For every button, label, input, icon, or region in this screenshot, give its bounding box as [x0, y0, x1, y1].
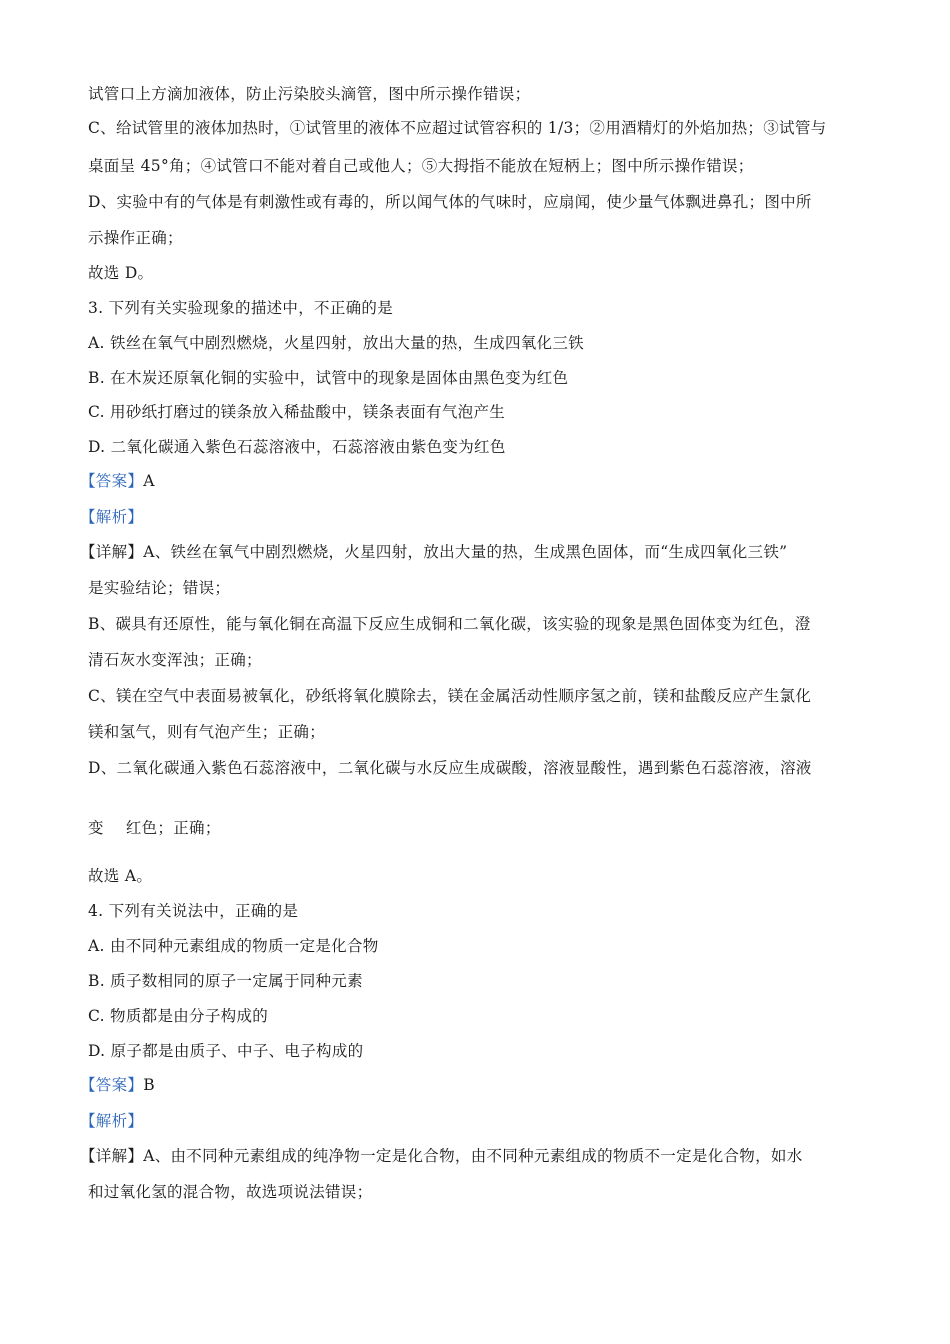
question-3-stem: 3. 下列有关实验现象的描述中，不正确的是: [88, 299, 394, 317]
question-4-option-b: B. 质子数相同的原子一定属于同种元素: [88, 972, 363, 990]
question-3-answer: [80, 471, 155, 491]
detail-tag: 【详解】: [80, 1147, 144, 1165]
question-3-detail-line: C、镁在空气中表面易被氧化，砂纸将氧化膜除去，镁在金属活动性顺序氢之前，镁和盐酸反应产生氯化: [88, 687, 812, 705]
question-4-option-c: C. 物质都是由分子构成的: [88, 1007, 269, 1025]
text-line: 故选 D。: [88, 264, 154, 282]
answer-tag: 【答案】: [80, 472, 144, 490]
text-line: D、实验中有的气体是有刺激性或有毒的，所以闻气体的气味时，应扇闻，使少量气体飘进鼻孔；图中所: [88, 193, 812, 211]
question-4-stem: 4. 下列有关说法中，正确的是: [88, 902, 299, 920]
question-4-option-a: A. 由不同种元素组成的物质一定是化合物: [88, 937, 379, 955]
detail-tag: 【详解】: [80, 543, 144, 561]
question-3-conclusion: 故选 A。: [88, 867, 153, 885]
question-3-option-a: A. 铁丝在氧气中剧烈燃烧，火星四射，放出大量的热，生成四氧化三铁: [88, 334, 584, 352]
question-3-detail-line: D、二氧化碳通入紫色石蕊溶液中，二氧化碳与水反应生成碳酸，溶液显酸性，遇到紫色石蕊溶液，溶液: [88, 759, 812, 777]
question-3-option-c: C. 用砂纸打磨过的镁条放入稀盐酸中，镁条表面有气泡产生: [88, 403, 506, 421]
question-3-option-b: B. 在木炭还原氧化铜的实验中，试管中的现象是固体由黑色变为红色: [88, 369, 569, 387]
question-4-answer: [80, 1075, 155, 1095]
question-3-detail-line: 镁和氢气，则有气泡产生；正确；: [88, 723, 326, 741]
question-4-detail-line: 和过氧化氢的混合物，故选项说法错误；: [88, 1183, 373, 1201]
answer-tag: 【答案】: [80, 1076, 144, 1094]
text-line: 示操作正确；: [88, 229, 183, 247]
question-3-detail-line: 清石灰水变浑浊；正确；: [88, 651, 262, 669]
text-line: 桌面呈 45°角；④试管口不能对着自己或他人；⑤大拇指不能放在短柄上；图中所示操作错误；: [88, 157, 754, 175]
question-4-analysis: [80, 1111, 143, 1131]
analysis-tag: 【解析】: [80, 1112, 144, 1130]
gap-word-1: 变: [88, 819, 104, 837]
text-line: 试管口上方滴加液体，防止污染胶头滴管，图中所示操作错误；: [88, 85, 531, 103]
question-3-option-d: D. 二氧化碳通入紫色石蕊溶液中，石蕊溶液由紫色变为红色: [88, 438, 506, 456]
question-3-detail-line: 是实验结论；错误；: [88, 579, 231, 597]
answer-value: A: [143, 472, 155, 490]
gap-word-2: 红色；正确；: [125, 819, 221, 837]
question-4-option-d: D. 原子都是由质子、中子、电子构成的: [88, 1042, 364, 1060]
text-line: C、给试管里的液体加热时，①试管里的液体不应超过试管容积的 1/3；②用酒精灯的外焰加热；③试管与: [88, 119, 827, 137]
question-3-analysis: [80, 507, 143, 527]
detail-text: A、铁丝在氧气中剧烈燃烧，火星四射，放出大量的热，生成黑色固体，而“生成四氧化三铁”: [143, 543, 788, 561]
analysis-tag: 【解析】: [80, 508, 144, 526]
question-3-detail-line: B、碳具有还原性，能与氧化铜在高温下反应生成铜和二氧化碳，该实验的现象是黑色固体变为红色，澄: [88, 615, 811, 633]
question-3-detail-line-gap: [88, 818, 221, 838]
question-4-detail-line: [80, 1146, 803, 1166]
detail-text: A、由不同种元素组成的纯净物一定是化合物，由不同种元素组成的物质不一定是化合物，如水: [143, 1147, 803, 1165]
answer-value: B: [143, 1076, 155, 1094]
question-3-detail-line: [80, 542, 787, 562]
